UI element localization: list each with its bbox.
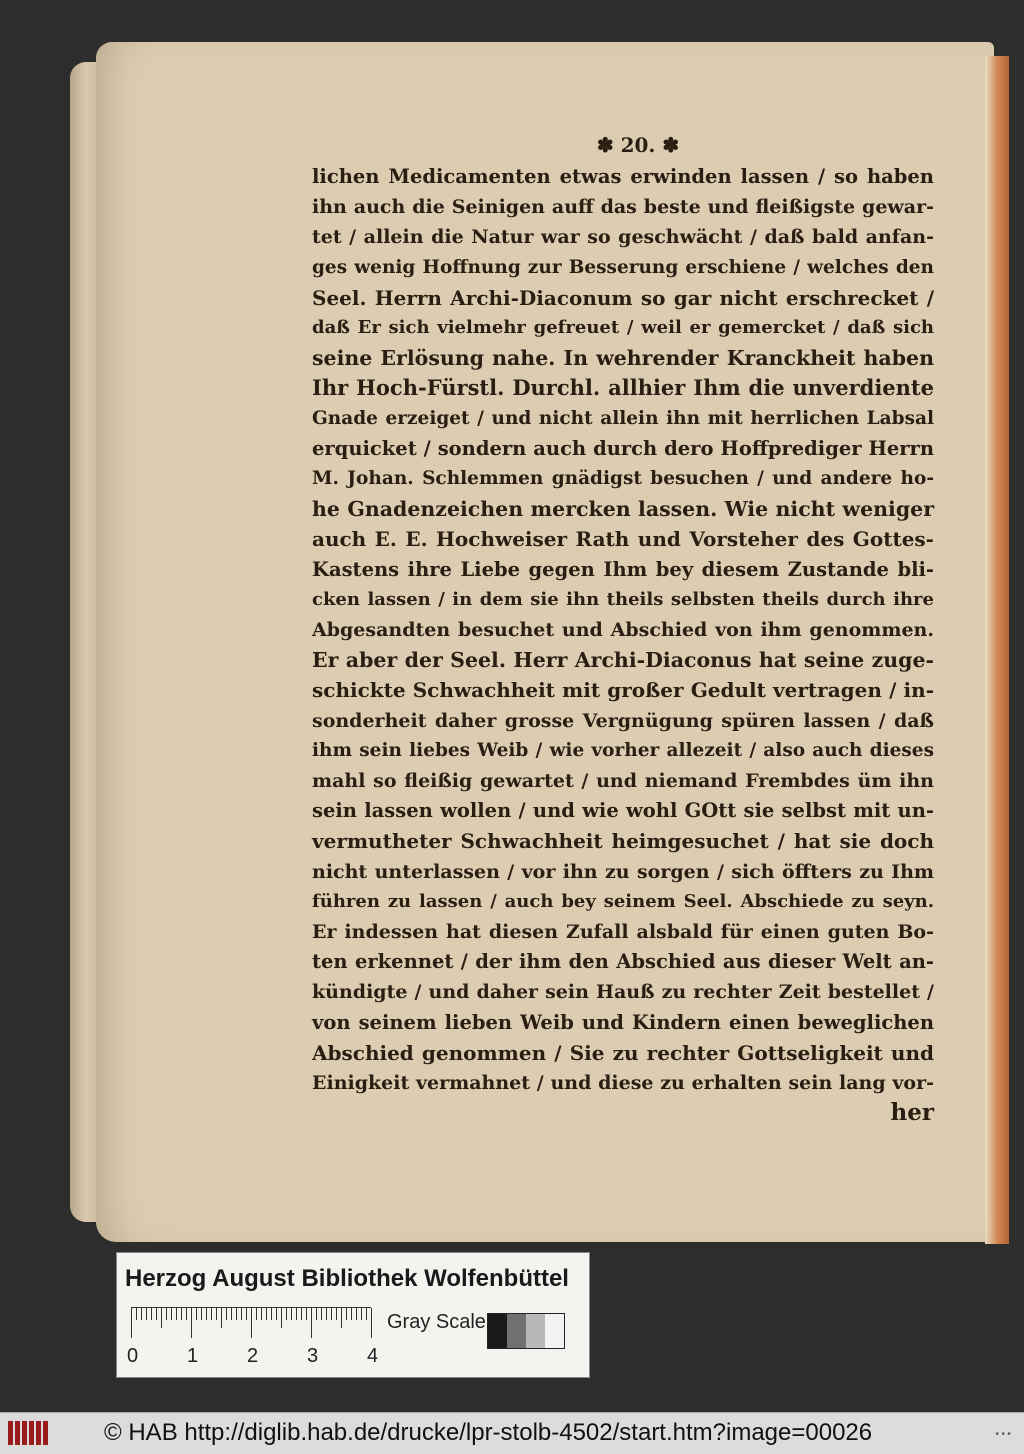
ruler-tick xyxy=(351,1308,352,1320)
text-line: Einigkeit vermahnet / und diese zu erhalten sein lang vor- xyxy=(312,1072,934,1095)
ruler-tick xyxy=(356,1308,357,1320)
copyright-url[interactable]: © HAB http://diglib.hab.de/drucke/lpr-stolb-4502/start.htm?image=00026 xyxy=(104,1419,873,1446)
ruler-tick xyxy=(201,1308,202,1320)
ruler-tick xyxy=(181,1308,182,1320)
text-line: kündigte / und daher sein Hauß zu rechter Zeit bestellet / xyxy=(312,981,934,1004)
ruler-tick xyxy=(241,1308,242,1320)
hab-logo xyxy=(8,1421,48,1445)
gray-patch xyxy=(545,1314,564,1348)
logo-bar xyxy=(43,1421,48,1445)
ruler-tick xyxy=(196,1308,197,1320)
ruler-tick xyxy=(286,1308,287,1320)
text-line: vermutheter Schwachheit heimgesuchet / hat sie doch xyxy=(312,829,934,854)
text-line: lichen Medicamenten etwas erwinden lassen / so haben xyxy=(312,165,934,188)
gray-patch xyxy=(488,1314,507,1348)
logo-bar xyxy=(22,1421,27,1445)
ruler-tick xyxy=(256,1308,257,1320)
ruler-number: 4 xyxy=(367,1345,379,1367)
ruler-tick xyxy=(301,1308,302,1320)
text-line: Abgesandten besuchet und Abschied von ihm genommen. xyxy=(312,619,934,642)
text-line: ihn auch die Seinigen auff das beste und fleißigste gewar- xyxy=(312,196,934,219)
ruler-tick xyxy=(171,1308,172,1320)
text-line: M. Johan. Schlemmen gnädigst besuchen / und andere ho- xyxy=(312,468,934,490)
library-name: Herzog August Bibliothek Wolfenbüttel xyxy=(125,1265,569,1292)
ruler-tick xyxy=(211,1308,212,1320)
page-header: ✽ 20. ✽ xyxy=(596,133,680,157)
ruler-tick xyxy=(231,1308,232,1320)
text-line: von seinem lieben Weib und Kindern einen beweglichen xyxy=(312,1010,934,1034)
text-line: Kastens ihre Liebe gegen Ihm bey diesem Zustande bli- xyxy=(312,557,934,581)
ruler-tick xyxy=(361,1308,362,1320)
ruler-tick xyxy=(276,1308,277,1320)
page-text xyxy=(312,128,934,1129)
text-line: Abschied genommen / Sie zu rechter Gottseligkeit und xyxy=(312,1040,934,1065)
ruler-tick xyxy=(331,1308,332,1320)
ruler-tick xyxy=(271,1308,272,1320)
text-line: seine Erlösung nahe. In wehrender Kranckheit haben xyxy=(312,346,934,371)
ruler-tick xyxy=(161,1308,162,1328)
text-line: ihm sein liebes Weib / wie vorher allezeit / also auch dieses xyxy=(312,739,934,761)
ruler-tick xyxy=(206,1308,207,1320)
ruler-tick xyxy=(371,1308,372,1338)
text-line: auch E. E. Hochweiser Rath und Vorsteher des Gottes- xyxy=(312,527,934,552)
color-card xyxy=(116,1252,590,1378)
ruler-tick xyxy=(226,1308,227,1320)
ruler-tick xyxy=(191,1308,192,1338)
logo-bar xyxy=(15,1421,20,1445)
ruler-number: 3 xyxy=(307,1345,319,1367)
ruler-tick xyxy=(221,1308,222,1328)
ruler-tick xyxy=(321,1308,322,1320)
ruler-tick xyxy=(311,1308,312,1338)
ruler-tick xyxy=(131,1308,132,1338)
ruler-tick xyxy=(346,1308,347,1320)
logo-bar xyxy=(29,1421,34,1445)
text-line: sein lassen wollen / und wie wohl GOtt sie selbst mit un- xyxy=(312,799,934,823)
gray-patch xyxy=(507,1314,526,1348)
footer-bar xyxy=(0,1412,1024,1454)
gray-patch xyxy=(526,1314,545,1348)
facing-page-edge xyxy=(985,56,1009,1244)
ruler-tick xyxy=(261,1308,262,1320)
text-lines xyxy=(312,162,934,1098)
ruler-tick xyxy=(366,1308,367,1320)
text-line: daß Er sich vielmehr gefreuet / weil er gemercket / daß sich xyxy=(312,317,934,339)
ruler-number: 2 xyxy=(247,1345,259,1367)
ruler-tick xyxy=(246,1308,247,1320)
ruler-tick xyxy=(151,1308,152,1320)
text-line: nicht unterlassen / vor ihn zu sorgen / sich öffters zu Ihm xyxy=(312,860,934,883)
ruler-tick xyxy=(316,1308,317,1320)
text-line: mahl so fleißig gewartet / und niemand Frembdes üm ihn xyxy=(312,770,934,793)
ruler-tick xyxy=(281,1308,282,1328)
text-line: tet / allein die Natur war so geschwächt / daß bald anfan- xyxy=(312,226,934,249)
ruler-tick xyxy=(326,1308,327,1320)
text-line: erquicket / sondern auch durch dero Hoffprediger Herrn xyxy=(312,436,934,460)
ruler-tick xyxy=(146,1308,147,1320)
text-line: Er indessen hat diesen Zufall alsbald für einen guten Bo- xyxy=(312,921,934,944)
more-icon[interactable]: ••• xyxy=(994,1429,1012,1440)
text-line: Ihr Hoch-Fürstl. Durchl. allhier Ihm die unverdiente xyxy=(312,375,934,401)
text-line: führen zu lassen / auch bey seinem Seel. Abschiede zu seyn. xyxy=(312,890,934,912)
ruler-number: 0 xyxy=(127,1345,139,1367)
ruler-tick xyxy=(216,1308,217,1320)
ruler-tick xyxy=(336,1308,337,1320)
ruler-tick xyxy=(136,1308,137,1320)
ruler-tick xyxy=(296,1308,297,1320)
ruler-tick xyxy=(186,1308,187,1320)
text-line: sonderheit daher grosse Vergnügung spüren lassen / daß xyxy=(312,709,934,732)
ruler-tick xyxy=(176,1308,177,1320)
text-line: Gnade erzeiget / und nicht allein ihn mit herrlichen Labsal xyxy=(312,407,934,429)
ruler-number: 1 xyxy=(187,1345,199,1367)
ruler-tick xyxy=(341,1308,342,1328)
ruler-tick xyxy=(306,1308,307,1320)
text-line: Er aber der Seel. Herr Archi-Diaconus hat seine zuge- xyxy=(312,648,934,673)
ruler-tick xyxy=(166,1308,167,1320)
catchword: her xyxy=(890,1099,934,1127)
ruler-tick xyxy=(141,1308,142,1320)
text-line: ges wenig Hoffnung zur Besserung erschiene / welches den xyxy=(312,256,934,278)
logo-bar xyxy=(8,1421,13,1445)
text-line: schickte Schwachheit mit großer Gedult vertragen / in- xyxy=(312,678,934,703)
text-line: cken lassen / in dem sie ihn theils selbsten theils durch ihre xyxy=(312,588,934,610)
gray-scale-label: Gray Scale xyxy=(387,1311,486,1333)
logo-bar xyxy=(36,1421,41,1445)
text-line: Seel. Herrn Archi-Diaconum so gar nicht erschrecket / xyxy=(312,285,934,310)
text-line: ten erkennet / der ihm den Abschied aus dieser Welt an- xyxy=(312,950,934,974)
ruler-tick xyxy=(236,1308,237,1320)
text-line: he Gnadenzeichen mercken lassen. Wie nicht weniger xyxy=(312,497,934,522)
ruler-tick xyxy=(291,1308,292,1320)
ruler-tick xyxy=(251,1308,252,1338)
ruler-tick xyxy=(266,1308,267,1320)
ruler-scale xyxy=(131,1307,371,1348)
ruler-tick xyxy=(156,1308,157,1320)
gray-scale-swatch xyxy=(487,1313,565,1349)
